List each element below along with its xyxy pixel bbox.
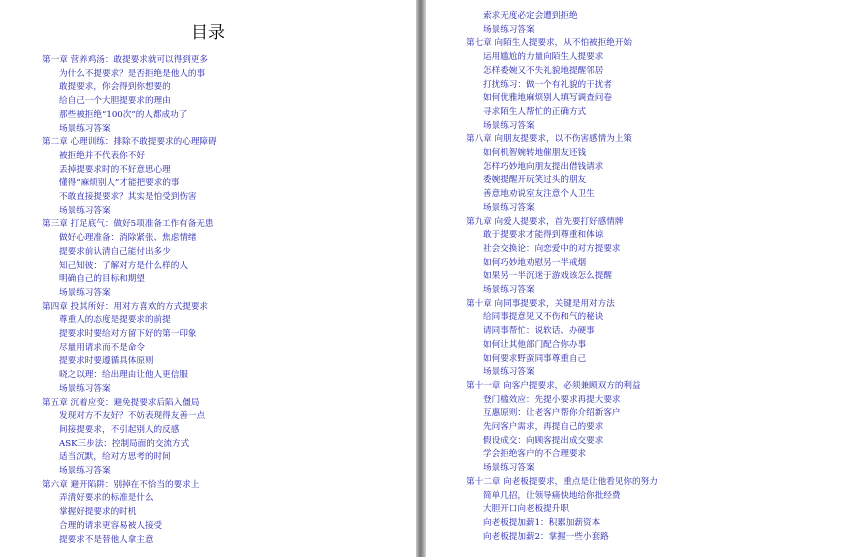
toc-section-entry[interactable]: 丢掉提要求时的不好意思心理 bbox=[59, 164, 171, 175]
toc-chapter-entry[interactable]: 第七章 向陌生人提要求，从不怕被拒绝开始 bbox=[466, 38, 633, 49]
toc-section-entry[interactable]: ASK三步法：控制局面的交流方式 bbox=[59, 438, 190, 449]
toc-section-entry[interactable]: 怎样委婉又不失礼貌地提醒邻居 bbox=[483, 65, 604, 76]
toc-chapter-entry[interactable]: 第六章 避开陷阱：别掉在不恰当的要求上 bbox=[42, 479, 200, 490]
toc-section-entry[interactable]: 互惠原则：让老客户帮你介绍新客户 bbox=[483, 408, 621, 419]
toc-section-entry[interactable]: 场景练习答案 bbox=[59, 123, 111, 134]
toc-section-entry[interactable]: 晓之以理：给出理由让他人更信服 bbox=[59, 370, 188, 381]
toc-chapter-entry[interactable]: 第二章 心理训练：排除不敢提要求的心理障碍 bbox=[42, 137, 217, 148]
toc-section-entry[interactable]: 合理的请求更容易被人接受 bbox=[59, 520, 163, 531]
toc-section-entry[interactable]: 场景练习答案 bbox=[59, 205, 111, 216]
toc-section-entry[interactable]: 尊重人的态度是提要求的前提 bbox=[59, 315, 171, 326]
toc-section-entry[interactable]: 如果另一半沉迷于游戏该怎么提醒 bbox=[483, 271, 612, 282]
toc-section-entry[interactable]: 为什么不提要求？是否拒绝是他人的事 bbox=[59, 68, 206, 79]
toc-page-left bbox=[0, 0, 416, 557]
toc-chapter-entry[interactable]: 第五章 沉着应变：避免提要求后陷入僵局 bbox=[42, 397, 200, 408]
toc-section-entry[interactable]: 知己知彼：了解对方是什么样的人 bbox=[59, 260, 188, 271]
toc-section-entry[interactable]: 提要求时要遵循具体原则 bbox=[59, 356, 154, 367]
toc-section-entry[interactable]: 大胆开口向老板提升职 bbox=[483, 504, 569, 515]
toc-section-entry[interactable]: 索求无度必定会遭到拒绝 bbox=[483, 11, 578, 21]
toc-section-entry[interactable]: 向老板提加薪2：掌握一些小套路 bbox=[483, 531, 609, 542]
toc-section-entry[interactable]: 场景练习答案 bbox=[59, 383, 111, 394]
toc-chapter-entry[interactable]: 第一章 营养鸡汤：敢提要求就可以得到更多 bbox=[42, 55, 209, 65]
toc-section-entry[interactable]: 怎样巧妙地向朋友提出借钱请求 bbox=[483, 161, 604, 172]
toc-section-entry[interactable]: 间接提要求，不引起别人的反感 bbox=[59, 424, 180, 435]
toc-section-entry[interactable]: 简单几招，让领导痛快地给你批经费 bbox=[483, 490, 621, 501]
toc-section-entry[interactable]: 如何巧妙地劝慰另一半戒烟 bbox=[483, 257, 587, 268]
toc-chapter-entry[interactable]: 第十二章 向老板提要求，重点是让他看见你的努力 bbox=[466, 476, 658, 487]
page-divider bbox=[416, 0, 426, 557]
toc-section-entry[interactable]: 给自己一个大胆提要求的理由 bbox=[59, 96, 171, 107]
toc-section-entry[interactable]: 如何机智婉转地催朋友还钱 bbox=[483, 148, 587, 158]
toc-section-entry[interactable]: 寻求陌生人帮忙的正确方式 bbox=[483, 106, 587, 117]
toc-section-entry[interactable]: 场景练习答案 bbox=[483, 24, 535, 35]
toc-chapter-entry[interactable]: 第八章 向朋友提要求，以不伤害感情为上策 bbox=[466, 134, 633, 145]
toc-chapter-entry[interactable]: 第九章 向爱人提要求，首先要打好感情牌 bbox=[466, 216, 624, 227]
toc-section-entry[interactable]: 尽量用请求而不是命令 bbox=[59, 342, 145, 353]
toc-section-entry[interactable]: 掌握好提要求的时机 bbox=[59, 507, 137, 518]
toc-section-entry[interactable]: 学会拒绝客户的不合理要求 bbox=[483, 449, 587, 460]
toc-section-entry[interactable]: 不敢直接提要求？其实是怕受到伤害 bbox=[59, 192, 197, 202]
toc-section-entry[interactable]: 场景练习答案 bbox=[59, 287, 111, 298]
toc-chapter-entry[interactable]: 第四章 投其所好：用对方喜欢的方式提要求 bbox=[42, 301, 209, 312]
toc-section-entry[interactable]: 提要求时要给对方留下好的第一印象 bbox=[59, 329, 197, 339]
toc-section-entry[interactable]: 如何让其他部门配合你办事 bbox=[483, 339, 587, 350]
toc-section-entry[interactable]: 提要求不是替他人拿主意 bbox=[59, 534, 154, 545]
toc-section-entry[interactable]: 做好心理准备：消除紧张、焦虑情绪 bbox=[59, 233, 197, 244]
toc-chapter-entry[interactable]: 第十章 向同事提要求，关键是用对方法 bbox=[466, 298, 615, 309]
toc-section-entry[interactable]: 弄清好要求的标准是什么 bbox=[59, 493, 154, 504]
toc-section-entry[interactable]: 如何优雅地麻烦别人填写调查问卷 bbox=[483, 93, 612, 104]
toc-section-entry[interactable]: 假设成交：向顾客提出成交要求 bbox=[483, 435, 604, 446]
toc-section-entry[interactable]: 运用尴尬的力量向陌生人提要求 bbox=[483, 52, 604, 63]
toc-section-entry[interactable]: 请同事帮忙：说软话、办硬事 bbox=[483, 326, 595, 337]
toc-section-entry[interactable]: 提要求前认清自己能付出多少 bbox=[59, 246, 171, 257]
toc-section-entry[interactable]: 敢提要求，你会得到你想要的 bbox=[59, 82, 171, 93]
toc-page-right bbox=[426, 0, 844, 557]
toc-section-entry[interactable]: 敢于提要求才能得到尊重和体谅 bbox=[483, 230, 604, 241]
toc-section-entry[interactable]: 场景练习答案 bbox=[59, 466, 111, 476]
toc-section-entry[interactable]: 向老板提加薪1：积累加薪资本 bbox=[483, 517, 601, 528]
toc-section-entry[interactable]: 场景练习答案 bbox=[483, 202, 535, 213]
toc-section-entry[interactable]: 明确自己的目标和期望 bbox=[59, 274, 145, 285]
toc-section-entry[interactable]: 如何要求野蛮同事尊重自己 bbox=[483, 353, 587, 364]
page-title: 目录 bbox=[191, 23, 225, 43]
toc-section-entry[interactable]: 那些被拒绝“100次”的人都成功了 bbox=[59, 109, 188, 120]
toc-section-entry[interactable]: 场景练习答案 bbox=[483, 285, 535, 295]
toc-section-entry[interactable]: 善意地劝说室友注意个人卫生 bbox=[483, 189, 595, 200]
toc-section-entry[interactable]: 场景练习答案 bbox=[483, 367, 535, 378]
toc-section-entry[interactable]: 登门槛效应：先提小要求再提大要求 bbox=[483, 394, 621, 405]
toc-section-entry[interactable]: 被拒绝并不代表你不好 bbox=[59, 150, 145, 161]
toc-section-entry[interactable]: 发现对方不友好？不妨表现得友善一点 bbox=[59, 411, 206, 422]
toc-section-entry[interactable]: 适当沉默，给对方思考的时间 bbox=[59, 452, 171, 463]
toc-section-entry[interactable]: 先问客户需求，再提自己的要求 bbox=[483, 422, 604, 432]
toc-section-entry[interactable]: 场景练习答案 bbox=[483, 463, 535, 474]
toc-section-entry[interactable]: 打扰练习：做一个有礼貌的干扰者 bbox=[483, 79, 612, 90]
toc-section-entry[interactable]: 场景练习答案 bbox=[483, 120, 535, 131]
toc-chapter-entry[interactable]: 第十一章 向客户提要求，必须兼顾双方的利益 bbox=[466, 380, 641, 391]
toc-section-entry[interactable]: 社会交换论：向恋爱中的对方提要求 bbox=[483, 243, 621, 254]
toc-section-entry[interactable]: 委婉提醒开玩笑过头的朋友 bbox=[483, 175, 587, 186]
toc-section-entry[interactable]: 给同事提意见又不伤和气的秘诀 bbox=[483, 312, 604, 323]
toc-section-entry[interactable]: 懂得“麻烦别人”才能把要求的事 bbox=[59, 178, 180, 189]
toc-chapter-entry[interactable]: 第三章 打足底气：做好5项准备工作有备无患 bbox=[42, 219, 214, 230]
